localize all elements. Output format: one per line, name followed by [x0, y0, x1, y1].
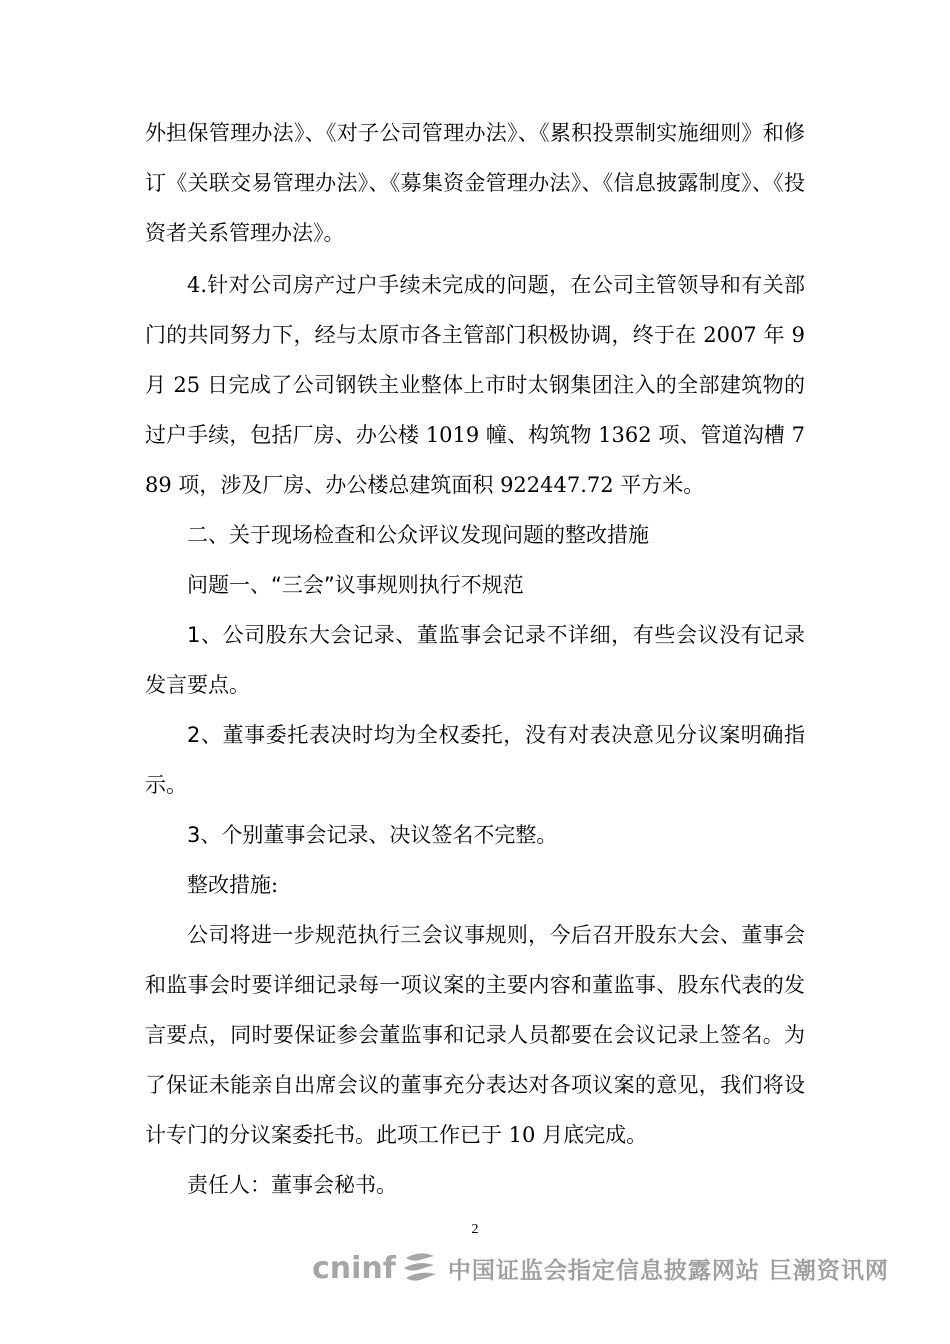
watermark-logo-text: cninf	[312, 1250, 396, 1286]
issue-item-1: 1、公司股东大会记录、董监事会记录不详细，有些会议没有记录发言要点。	[145, 623, 805, 697]
cninf-logo-icon	[400, 1250, 440, 1286]
paragraph-property-transfer: 4.针对公司房产过户手续未完成的问题，在公司主管领导和有关部门的共同努力下，经与太原市各主管部门积极协调，终于在 2007 年 9 月 25 日完成了公司钢铁主业整体上市时太钢集团注入的全部建筑物的过户手续，包括厂房、办公楼 1019 幢、构筑物 1362 项、管道沟槽 789 项，涉及厂房、办公楼总建筑面积 922447.72 平方米。	[145, 273, 805, 497]
watermark-site-text: 中国证监会指定信息披露网站 巨潮资讯网	[447, 1257, 889, 1284]
paragraph-continued-rules: 外担保管理办法》、《对子公司管理办法》、《累积投票制实施细则》和修订《关联交易管理办法》、《募集资金管理办法》、《信息披露制度》、《投资者关系管理办法》。	[145, 121, 805, 245]
issue-heading-1: 问题一、“三会”议事规则执行不规范	[187, 573, 524, 597]
responsible-person: 责任人：董事会秘书。	[187, 1173, 397, 1197]
paragraph-measures: 公司将进一步规范执行三会议事规则，今后召开股东大会、董事会和监事会时要详细记录每一项议案的主要内容和董监事、股东代表的发言要点，同时要保证参会董监事和记录人员都要在会议记录上签名。为了保证未能亲自出席会议的董事充分表达对各项议案的意见，我们将设计专门的分议案委托书。此项工作已于 10 月底完成。	[145, 923, 805, 1147]
watermark	[312, 1246, 889, 1290]
section-heading-rectification: 二、关于现场检查和公众评议发现问题的整改措施	[187, 523, 649, 547]
issue-item-3: 3、个别董事会记录、决议签名不完整。	[187, 823, 558, 847]
issue-item-2: 2、董事委托表决时均为全权委托，没有对表决意见分议案明确指示。	[145, 723, 805, 797]
page-number: 2	[471, 1222, 479, 1237]
measures-heading: 整改措施:	[187, 873, 279, 897]
